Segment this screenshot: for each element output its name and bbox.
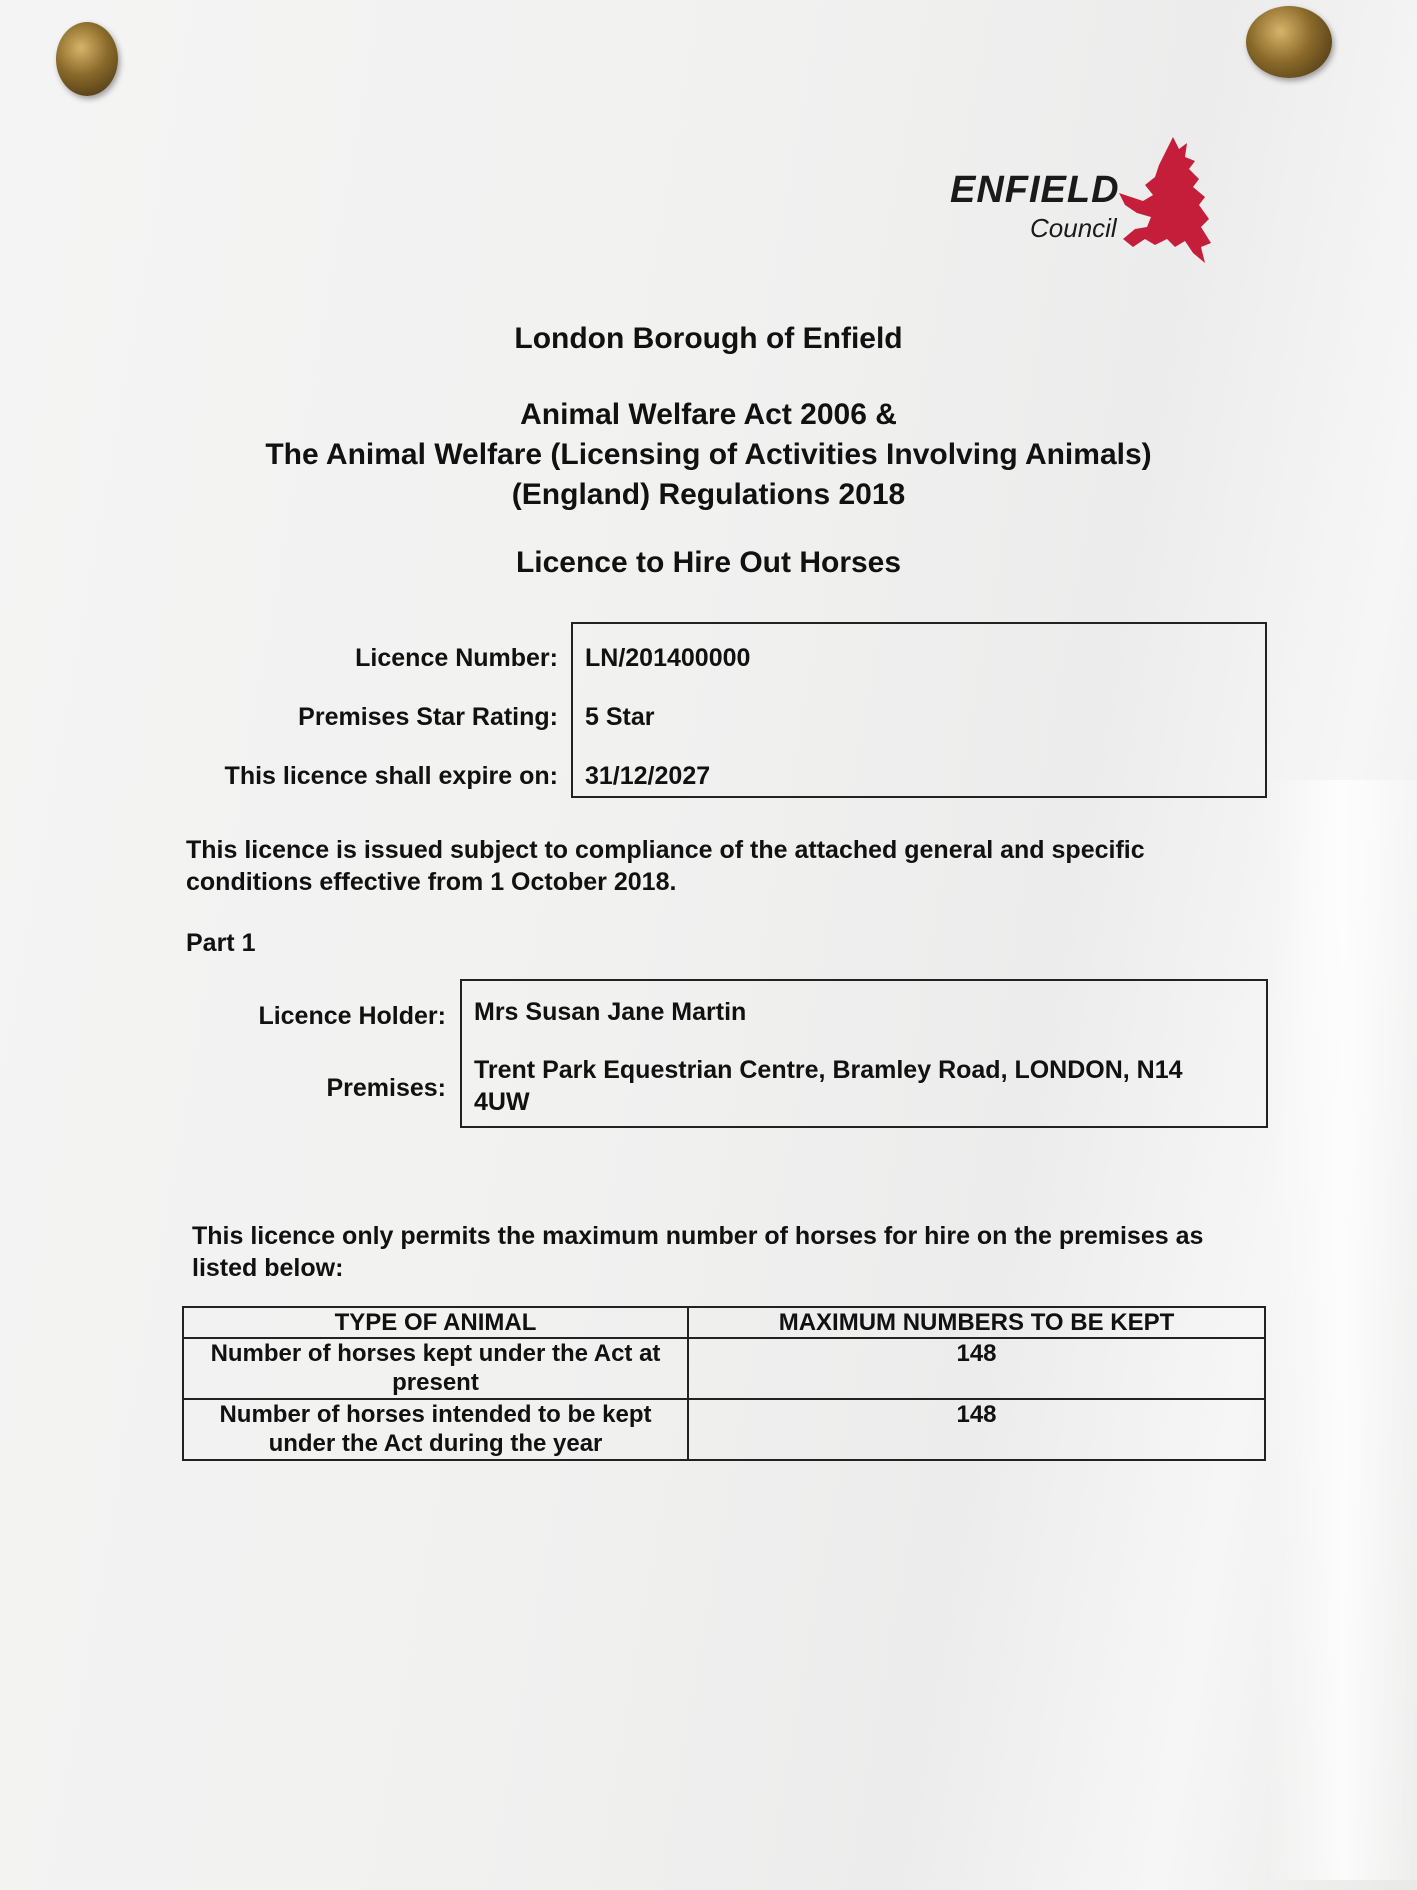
column-header-type: TYPE OF ANIMAL [183,1307,688,1338]
logo-council-text: Council [1030,213,1117,243]
animal-type-cell: Number of horses kept under the Act at present [183,1338,688,1399]
authority-heading: London Borough of Enfield [514,322,903,355]
light-glare [1267,780,1417,1880]
licence-holder-value: Mrs Susan Jane Martin [474,998,747,1026]
licence-holder-label: Licence Holder: [258,1002,446,1030]
premises-line-1: Trent Park Equestrian Centre, Bramley Road, LONDON, N14 [474,1056,1183,1084]
star-rating-value: 5 Star [585,703,655,731]
brass-pin-left-icon [56,22,118,96]
star-rating-label: Premises Star Rating: [298,703,558,731]
max-number-cell: 148 [688,1338,1265,1399]
premises-line-2: 4UW [474,1088,530,1116]
dragon-icon [1115,135,1215,265]
table-header-row [183,1307,1265,1338]
enfield-council-logo [950,135,1220,270]
licence-number-value: LN/201400000 [585,644,751,672]
table-row [183,1338,1265,1399]
expiry-value: 31/12/2027 [585,762,711,790]
act-line-1: Animal Welfare Act 2006 & [520,398,897,431]
permit-note [192,1220,1203,1284]
column-header-max: MAXIMUM NUMBERS TO BE KEPT [688,1307,1265,1338]
conditions-line-2: conditions effective from 1 October 2018. [186,868,677,896]
premises-label: Premises: [326,1074,446,1102]
licence-title: Licence to Hire Out Horses [515,546,902,579]
premises-value [474,1054,1183,1118]
conditions-text [186,834,1145,898]
conditions-line-1: This licence is issued subject to compliance of the attached general and specific [186,836,1145,864]
part1-heading: Part 1 [186,929,256,957]
table-row [183,1399,1265,1460]
animals-table [182,1306,1266,1461]
licence-number-label: Licence Number: [355,644,558,672]
logo-wordmark: ENFIELD [950,169,1120,211]
act-line-2: The Animal Welfare (Licensing of Activities Involving Animals) [265,438,1152,471]
permit-note-line-2: listed below: [192,1254,344,1282]
act-heading [0,395,1417,515]
animal-type-cell: Number of horses intended to be kept under the Act during the year [183,1399,688,1460]
max-number-cell: 148 [688,1399,1265,1460]
act-line-3: (England) Regulations 2018 [511,478,906,511]
brass-pin-right-icon [1246,6,1332,78]
permit-note-line-1: This licence only permits the maximum number of horses for hire on the premises as [192,1222,1204,1250]
expiry-label: This licence shall expire on: [224,762,558,790]
